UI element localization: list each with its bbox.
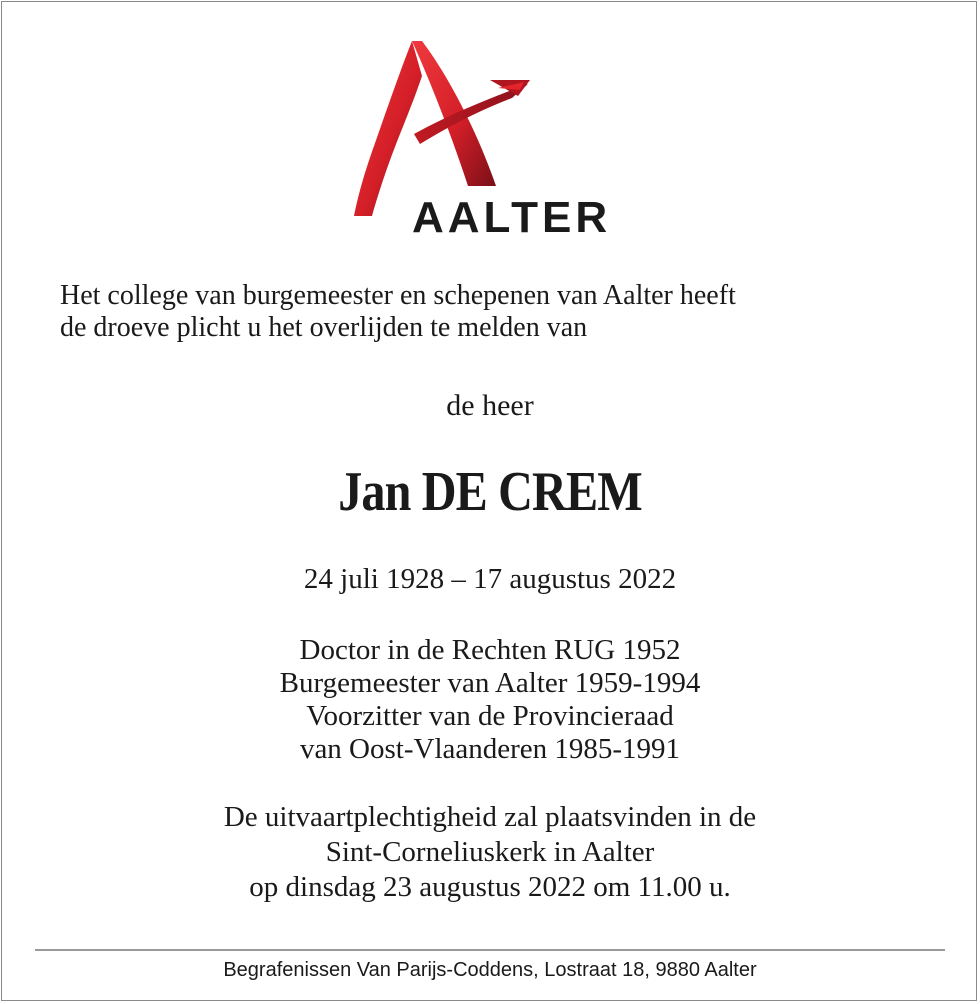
funeral-line: op dinsdag 23 augustus 2022 om 11.00 u.	[249, 871, 731, 903]
deceased-name: Jan DE CREM	[338, 461, 642, 523]
titles-list	[0, 634, 980, 766]
intro-line-2: de droeve plicht u het overlijden te melden van	[60, 312, 588, 343]
funeral-line: Sint-Corneliuskerk in Aalter	[325, 836, 655, 868]
aalter-logo-graphic	[350, 36, 630, 241]
logo-wordmark: AALTER	[412, 193, 612, 241]
title-line: Doctor in de Rechten RUG 1952	[299, 634, 681, 666]
funeral-details	[0, 800, 980, 905]
announcement-intro	[60, 280, 940, 344]
title-line: Burgemeester van Aalter 1959-1994	[279, 667, 701, 699]
intro-line-1: Het college van burgemeester en schepenen van Aalter heeft	[60, 280, 736, 311]
funeral-home-footer: Begrafenissen Van Parijs-Coddens, Lostraat 18, 9880 Aalter	[223, 959, 757, 981]
aalter-logo	[350, 36, 630, 241]
life-dates: 24 juli 1928 – 17 augustus 2022	[303, 563, 677, 595]
salutation: de heer	[446, 389, 534, 422]
title-line: Voorzitter van de Provincieraad	[306, 700, 674, 732]
funeral-line: De uitvaartplechtigheid zal plaatsvinden in de	[223, 801, 757, 833]
footer-divider	[35, 949, 945, 951]
title-line: van Oost-Vlaanderen 1985-1991	[299, 733, 681, 765]
